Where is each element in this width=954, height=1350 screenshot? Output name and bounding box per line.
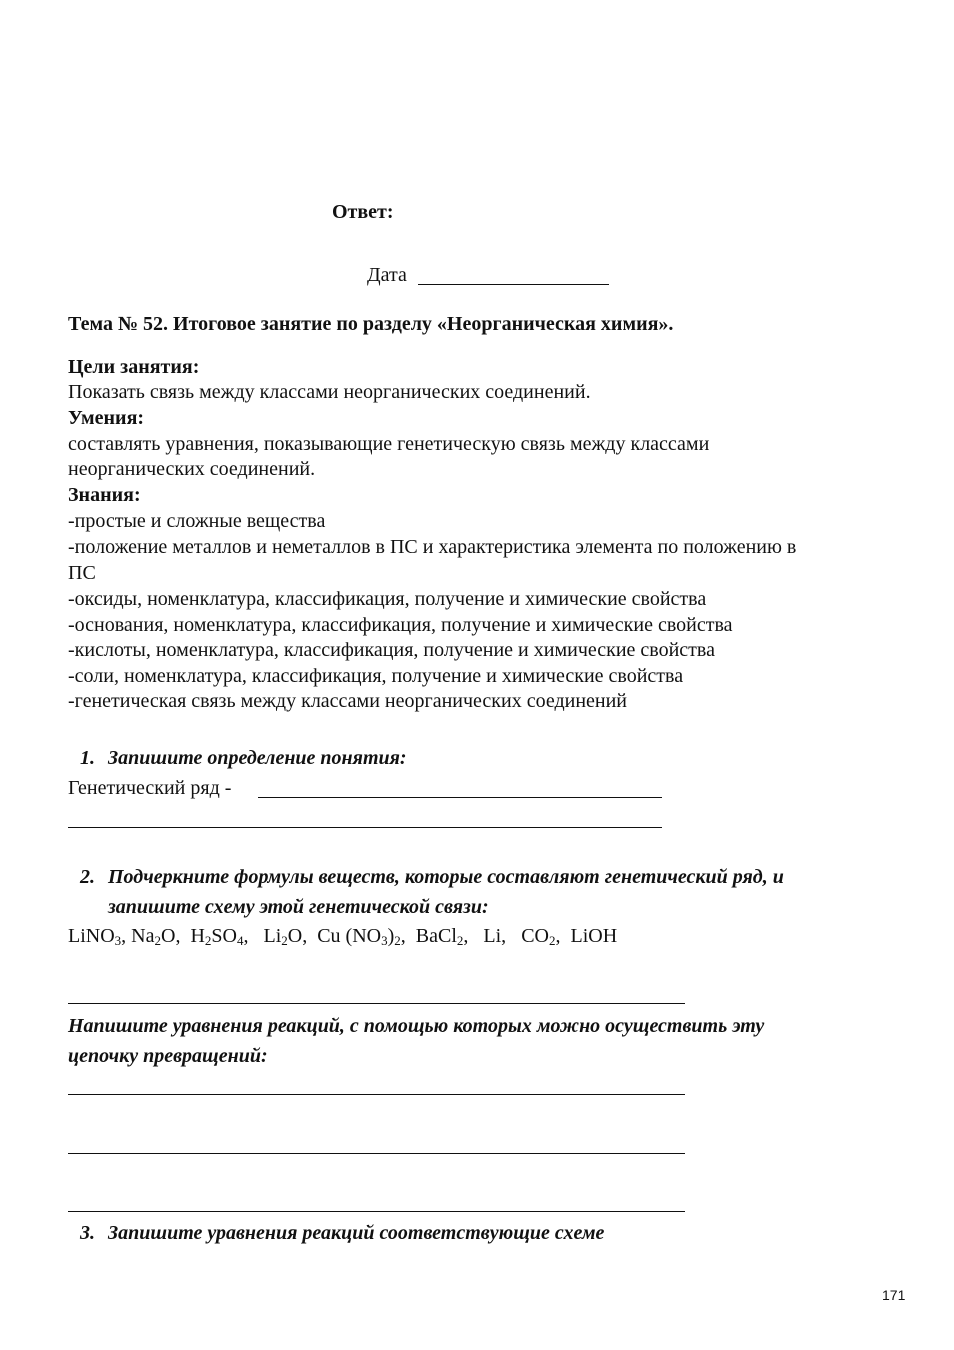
formula[interactable]: Li, [483, 925, 507, 947]
task3-title: Запишите уравнения реакций соответствующие схеме [108, 1222, 605, 1244]
knowledge-item: -основания, номенклатура, классификация, получение и химические свойства [68, 614, 733, 636]
task2-title-line2: запишите схему этой генетической связи: [108, 896, 489, 918]
knowledge-item: -генетическая связь между классами неорганических соединений [68, 690, 628, 712]
knowledge-item: -соли, номенклатура, классификация, получение и химические свойства [68, 665, 684, 687]
skills-line: неорганических соединений. [68, 458, 316, 480]
task3-number: 3. [80, 1222, 95, 1244]
task2-heading [80, 864, 784, 890]
knowledge-heading: Знания: [68, 484, 141, 506]
task2-number: 2. [80, 866, 95, 888]
date-label: Дата [367, 264, 407, 286]
skills-heading: Умения: [68, 407, 145, 429]
formula-list [68, 923, 617, 949]
scheme-answer-line[interactable] [68, 1003, 685, 1004]
knowledge-item: -простые и сложные вещества [68, 510, 326, 532]
formula[interactable]: $CO_2$, [521, 925, 561, 948]
skills-line: составлять уравнения, показывающие генетическую связь между классами [68, 433, 710, 455]
formula[interactable]: LiOH [570, 925, 618, 947]
knowledge-item: -положение металлов и неметаллов в ПС и характеристика элемента по положению в [68, 536, 797, 558]
answer-label: Ответ: [332, 201, 394, 223]
task2-title-line1: Подчеркните формулы веществ, которые составляют генетический ряд, и [108, 866, 784, 888]
knowledge-item: ПС [68, 562, 96, 584]
reaction-instruction-line1: Напишите уравнения реакций, с помощью которых можно осуществить эту [68, 1015, 765, 1037]
formula[interactable]: $H_2SO_4$, [190, 925, 249, 948]
task1-prompt: Генетический ряд - [68, 777, 232, 799]
formula[interactable]: BaCl$_2$, [415, 925, 469, 948]
task1-title: Запишите определение понятия: [108, 747, 407, 769]
knowledge-item: -оксиды, номенклатура, классификация, получение и химические свойства [68, 588, 707, 610]
page-number: 171 [882, 1287, 906, 1303]
date-blank-line[interactable] [418, 284, 609, 285]
knowledge-item: -кислоты, номенклатура, классификация, получение и химические свойства [68, 639, 715, 661]
reaction-answer-line[interactable] [68, 1211, 685, 1212]
topic-title: Тема № 52. Итоговое занятие по разделу «Неорганическая химия». [68, 313, 674, 335]
formula[interactable]: $Na_2O$, [131, 925, 181, 948]
goals-text: Показать связь между классами неорганических соединений. [68, 381, 591, 403]
task1-number: 1. [80, 747, 95, 769]
reaction-answer-line[interactable] [68, 1153, 685, 1154]
task1-answer-line[interactable] [68, 827, 662, 828]
reaction-answer-line[interactable] [68, 1094, 685, 1095]
task3-heading [80, 1220, 604, 1246]
reaction-instruction-line2: цепочку превращений: [68, 1045, 268, 1067]
task1-heading [80, 745, 407, 771]
formula[interactable]: Cu $(NO_3)_2$, [317, 925, 406, 948]
task1-answer-line[interactable] [258, 797, 662, 798]
formula[interactable]: LiNO$_3$, [68, 925, 127, 948]
formula[interactable]: $Li_2O$, [263, 925, 308, 948]
goals-heading: Цели занятия: [68, 356, 200, 378]
